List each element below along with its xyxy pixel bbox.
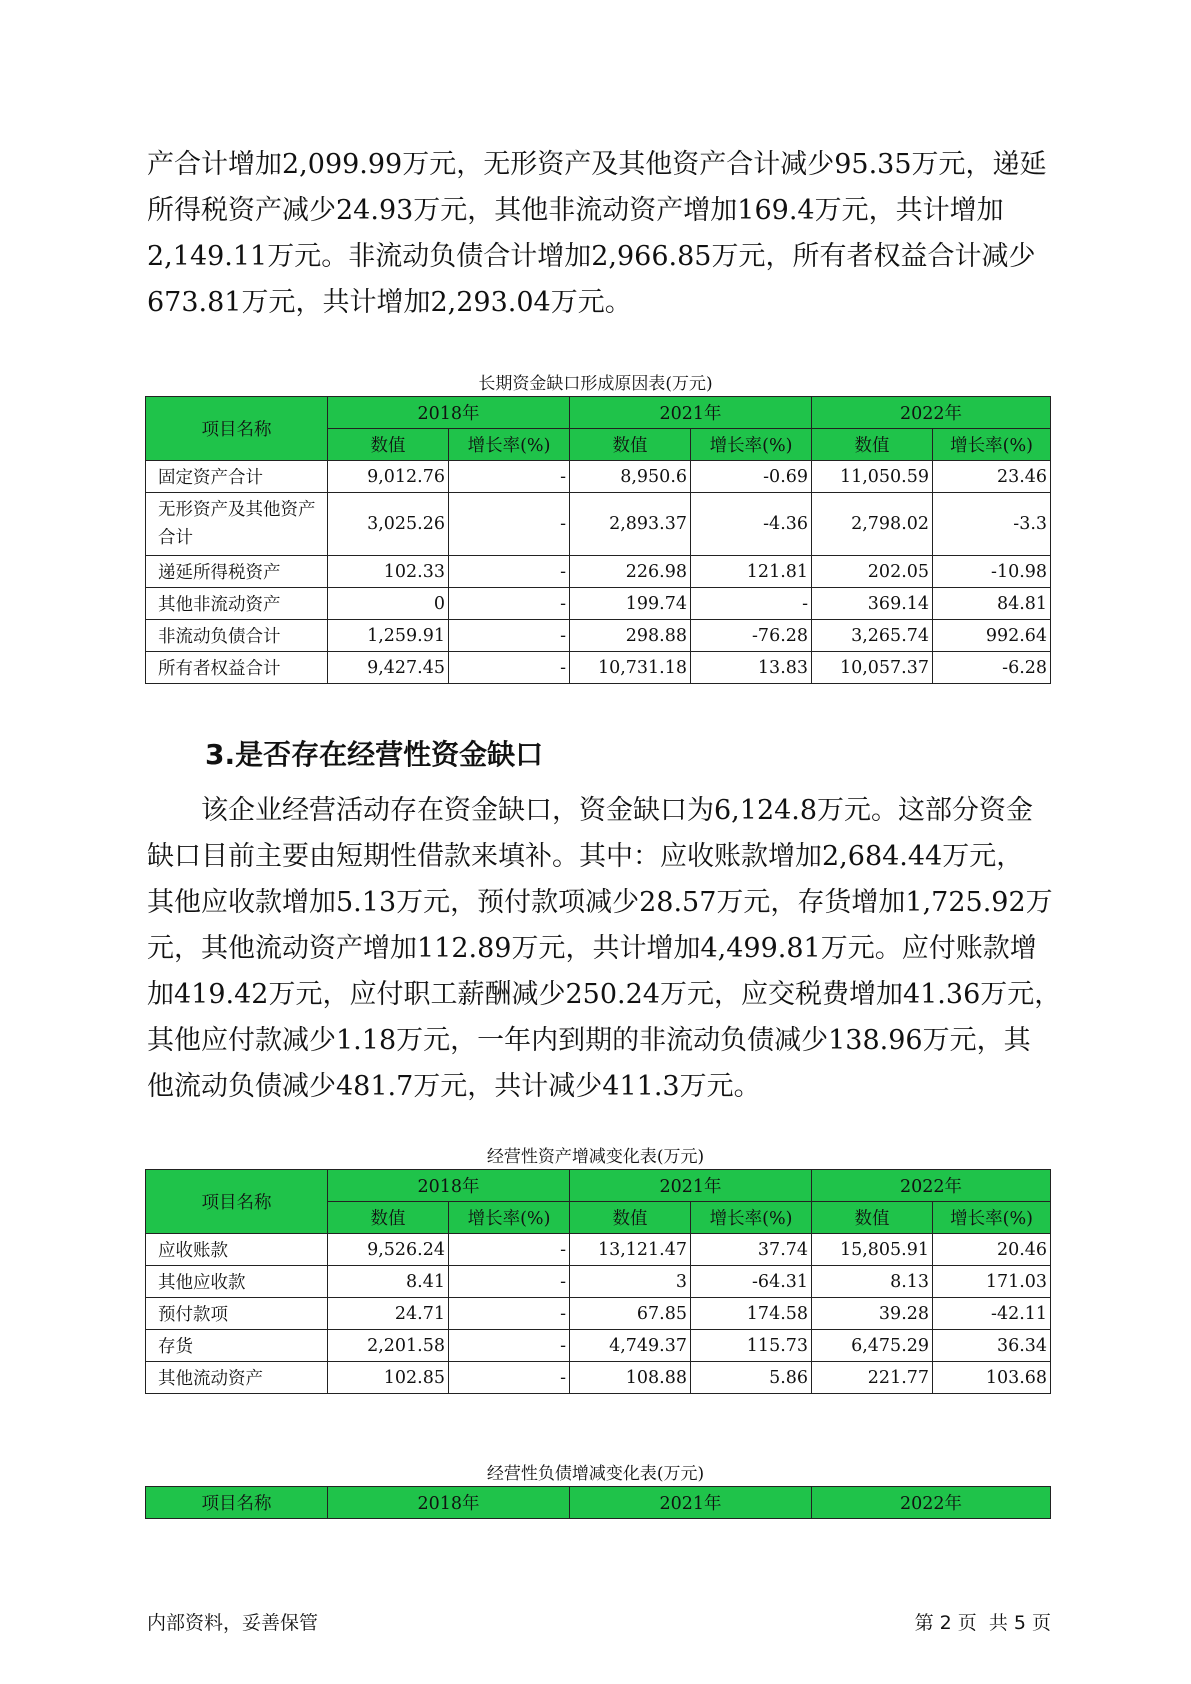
table-row [146, 493, 1051, 556]
cell: 2,201.58 [328, 1330, 449, 1362]
cell: - [449, 1362, 570, 1394]
header-year-2018: 2018年 [328, 1487, 570, 1519]
intro-paragraph [147, 142, 1052, 326]
cell: 24.71 [328, 1298, 449, 1330]
cell: 6,475.29 [812, 1330, 933, 1362]
header-rate: 增长率(%) [691, 1202, 812, 1234]
cell: 2,893.37 [570, 493, 691, 556]
cell: -64.31 [691, 1266, 812, 1298]
cell: 115.73 [691, 1330, 812, 1362]
cell: 3 [570, 1266, 691, 1298]
header-year-2018: 2018年 [328, 1170, 570, 1202]
cell: 39.28 [812, 1298, 933, 1330]
table-row [146, 588, 1051, 620]
cell: 1,259.91 [328, 620, 449, 652]
operating-liabilities-table [145, 1486, 1051, 1519]
cell: 108.88 [570, 1362, 691, 1394]
cell: 11,050.59 [812, 461, 933, 493]
table-row [146, 1298, 1051, 1330]
cell: 8.41 [328, 1266, 449, 1298]
intro-line: 所得税资产减少24.93万元，其他非流动资产增加169.4万元，共计增加 [147, 195, 1004, 226]
intro-line: 2,149.11万元。非流动负债合计增加2,966.85万元，所有者权益合计减少 [147, 241, 1036, 272]
header-rate: 增长率(%) [449, 429, 570, 461]
row-label: 应收账款 [146, 1234, 328, 1266]
long-term-funding-gap-table [145, 396, 1051, 684]
header-item-name: 项目名称 [146, 397, 328, 461]
cell: 8.13 [812, 1266, 933, 1298]
table3-caption: 经营性负债增减变化表(万元) [486, 1464, 705, 1484]
paragraph-line: 他流动负债减少481.7万元，共计减少411.3万元。 [147, 1071, 761, 1102]
cell: 199.74 [570, 588, 691, 620]
table2-caption: 经营性资产增减变化表(万元) [486, 1147, 705, 1167]
cell: 10,731.18 [570, 652, 691, 684]
cell: - [449, 588, 570, 620]
header-rate: 增长率(%) [691, 429, 812, 461]
row-label: 其他流动资产 [146, 1362, 328, 1394]
row-label: 所有者权益合计 [146, 652, 328, 684]
cell: 202.05 [812, 556, 933, 588]
cell: - [449, 1266, 570, 1298]
cell: 221.77 [812, 1362, 933, 1394]
intro-line: 673.81万元，共计增加2,293.04万元。 [147, 287, 632, 318]
header-rate: 增长率(%) [933, 1202, 1051, 1234]
cell: 67.85 [570, 1298, 691, 1330]
paragraph-line: 加419.42万元，应付职工薪酬减少250.24万元，应交税费增加41.36万元， [147, 979, 1062, 1010]
cell: 13.83 [691, 652, 812, 684]
intro-line: 产合计增加2,099.99万元，无形资产及其他资产合计减少95.35万元，递延 [147, 149, 1047, 180]
cell: -76.28 [691, 620, 812, 652]
row-label: 其他非流动资产 [146, 588, 328, 620]
row-label: 非流动负债合计 [146, 620, 328, 652]
row-label: 预付款项 [146, 1298, 328, 1330]
header-value: 数值 [812, 429, 933, 461]
header-rate: 增长率(%) [449, 1202, 570, 1234]
cell: 13,121.47 [570, 1234, 691, 1266]
footer-confidential: 内部资料，妥善保管 [147, 1612, 319, 1634]
cell: - [449, 1330, 570, 1362]
cell: -6.28 [933, 652, 1051, 684]
cell: 298.88 [570, 620, 691, 652]
cell: -42.11 [933, 1298, 1051, 1330]
cell: 10,057.37 [812, 652, 933, 684]
table-row [146, 652, 1051, 684]
cell: 171.03 [933, 1266, 1051, 1298]
cell: 102.85 [328, 1362, 449, 1394]
cell: 37.74 [691, 1234, 812, 1266]
row-label: 其他应收款 [146, 1266, 328, 1298]
cell: 369.14 [812, 588, 933, 620]
table-row [146, 461, 1051, 493]
table-row [146, 1266, 1051, 1298]
header-year-2022: 2022年 [812, 1170, 1051, 1202]
cell: - [449, 461, 570, 493]
cell: 103.68 [933, 1362, 1051, 1394]
section3-paragraph [147, 788, 1062, 1110]
cell: 23.46 [933, 461, 1051, 493]
row-label: 递延所得税资产 [146, 556, 328, 588]
cell: 0 [328, 588, 449, 620]
cell: -3.3 [933, 493, 1051, 556]
cell: 226.98 [570, 556, 691, 588]
cell: 8,950.6 [570, 461, 691, 493]
header-value: 数值 [328, 1202, 449, 1234]
header-value: 数值 [328, 429, 449, 461]
table1-caption: 长期资金缺口形成原因表(万元) [478, 374, 713, 394]
paragraph-line: 该企业经营活动存在资金缺口，资金缺口为6,124.8万元。这部分资金 [201, 795, 1034, 826]
header-value: 数值 [570, 429, 691, 461]
paragraph-line: 缺口目前主要由短期性借款来填补。其中：应收账款增加2,684.44万元， [147, 841, 1024, 872]
header-year-2022: 2022年 [812, 397, 1051, 429]
cell: - [449, 620, 570, 652]
paragraph-line: 其他应付款减少1.18万元，一年内到期的非流动负债减少138.96万元，其 [147, 1025, 1031, 1056]
table-row [146, 1330, 1051, 1362]
header-rate: 增长率(%) [933, 429, 1051, 461]
cell: 9,012.76 [328, 461, 449, 493]
header-year-2018: 2018年 [328, 397, 570, 429]
cell: 15,805.91 [812, 1234, 933, 1266]
cell: 9,526.24 [328, 1234, 449, 1266]
cell: 84.81 [933, 588, 1051, 620]
cell: - [691, 588, 812, 620]
section-heading: 3.是否存在经营性资金缺口 [205, 738, 544, 771]
header-value: 数值 [570, 1202, 691, 1234]
cell: - [449, 556, 570, 588]
footer-page-number: 第 2 页 共 5 页 [914, 1612, 1051, 1634]
cell: 102.33 [328, 556, 449, 588]
paragraph-line: 其他应收款增加5.13万元，预付款项减少28.57万元，存货增加1,725.92万 [147, 887, 1053, 918]
cell: -0.69 [691, 461, 812, 493]
cell: 4,749.37 [570, 1330, 691, 1362]
paragraph-line: 元，其他流动资产增加112.89万元，共计增加4,499.81万元。应付账款增 [147, 933, 1037, 964]
cell: -4.36 [691, 493, 812, 556]
cell: 3,025.26 [328, 493, 449, 556]
cell: 174.58 [691, 1298, 812, 1330]
cell: 121.81 [691, 556, 812, 588]
cell: 992.64 [933, 620, 1051, 652]
header-year-2021: 2021年 [570, 397, 812, 429]
row-label: 固定资产合计 [146, 461, 328, 493]
header-item-name: 项目名称 [146, 1170, 328, 1234]
header-year-2022: 2022年 [812, 1487, 1051, 1519]
table-row [146, 1234, 1051, 1266]
cell: 5.86 [691, 1362, 812, 1394]
table-row [146, 556, 1051, 588]
cell: 20.46 [933, 1234, 1051, 1266]
header-year-2021: 2021年 [570, 1170, 812, 1202]
row-label: 存货 [146, 1330, 328, 1362]
operating-assets-table [145, 1169, 1051, 1394]
cell: - [449, 1234, 570, 1266]
cell: 36.34 [933, 1330, 1051, 1362]
table-row [146, 620, 1051, 652]
cell: 9,427.45 [328, 652, 449, 684]
cell: - [449, 1298, 570, 1330]
row-label: 无形资产及其他资产合计 [146, 493, 328, 556]
cell: 2,798.02 [812, 493, 933, 556]
cell: -10.98 [933, 556, 1051, 588]
table-row [146, 1362, 1051, 1394]
cell: - [449, 493, 570, 556]
header-value: 数值 [812, 1202, 933, 1234]
cell: - [449, 652, 570, 684]
header-year-2021: 2021年 [570, 1487, 812, 1519]
header-item-name: 项目名称 [146, 1487, 328, 1519]
cell: 3,265.74 [812, 620, 933, 652]
